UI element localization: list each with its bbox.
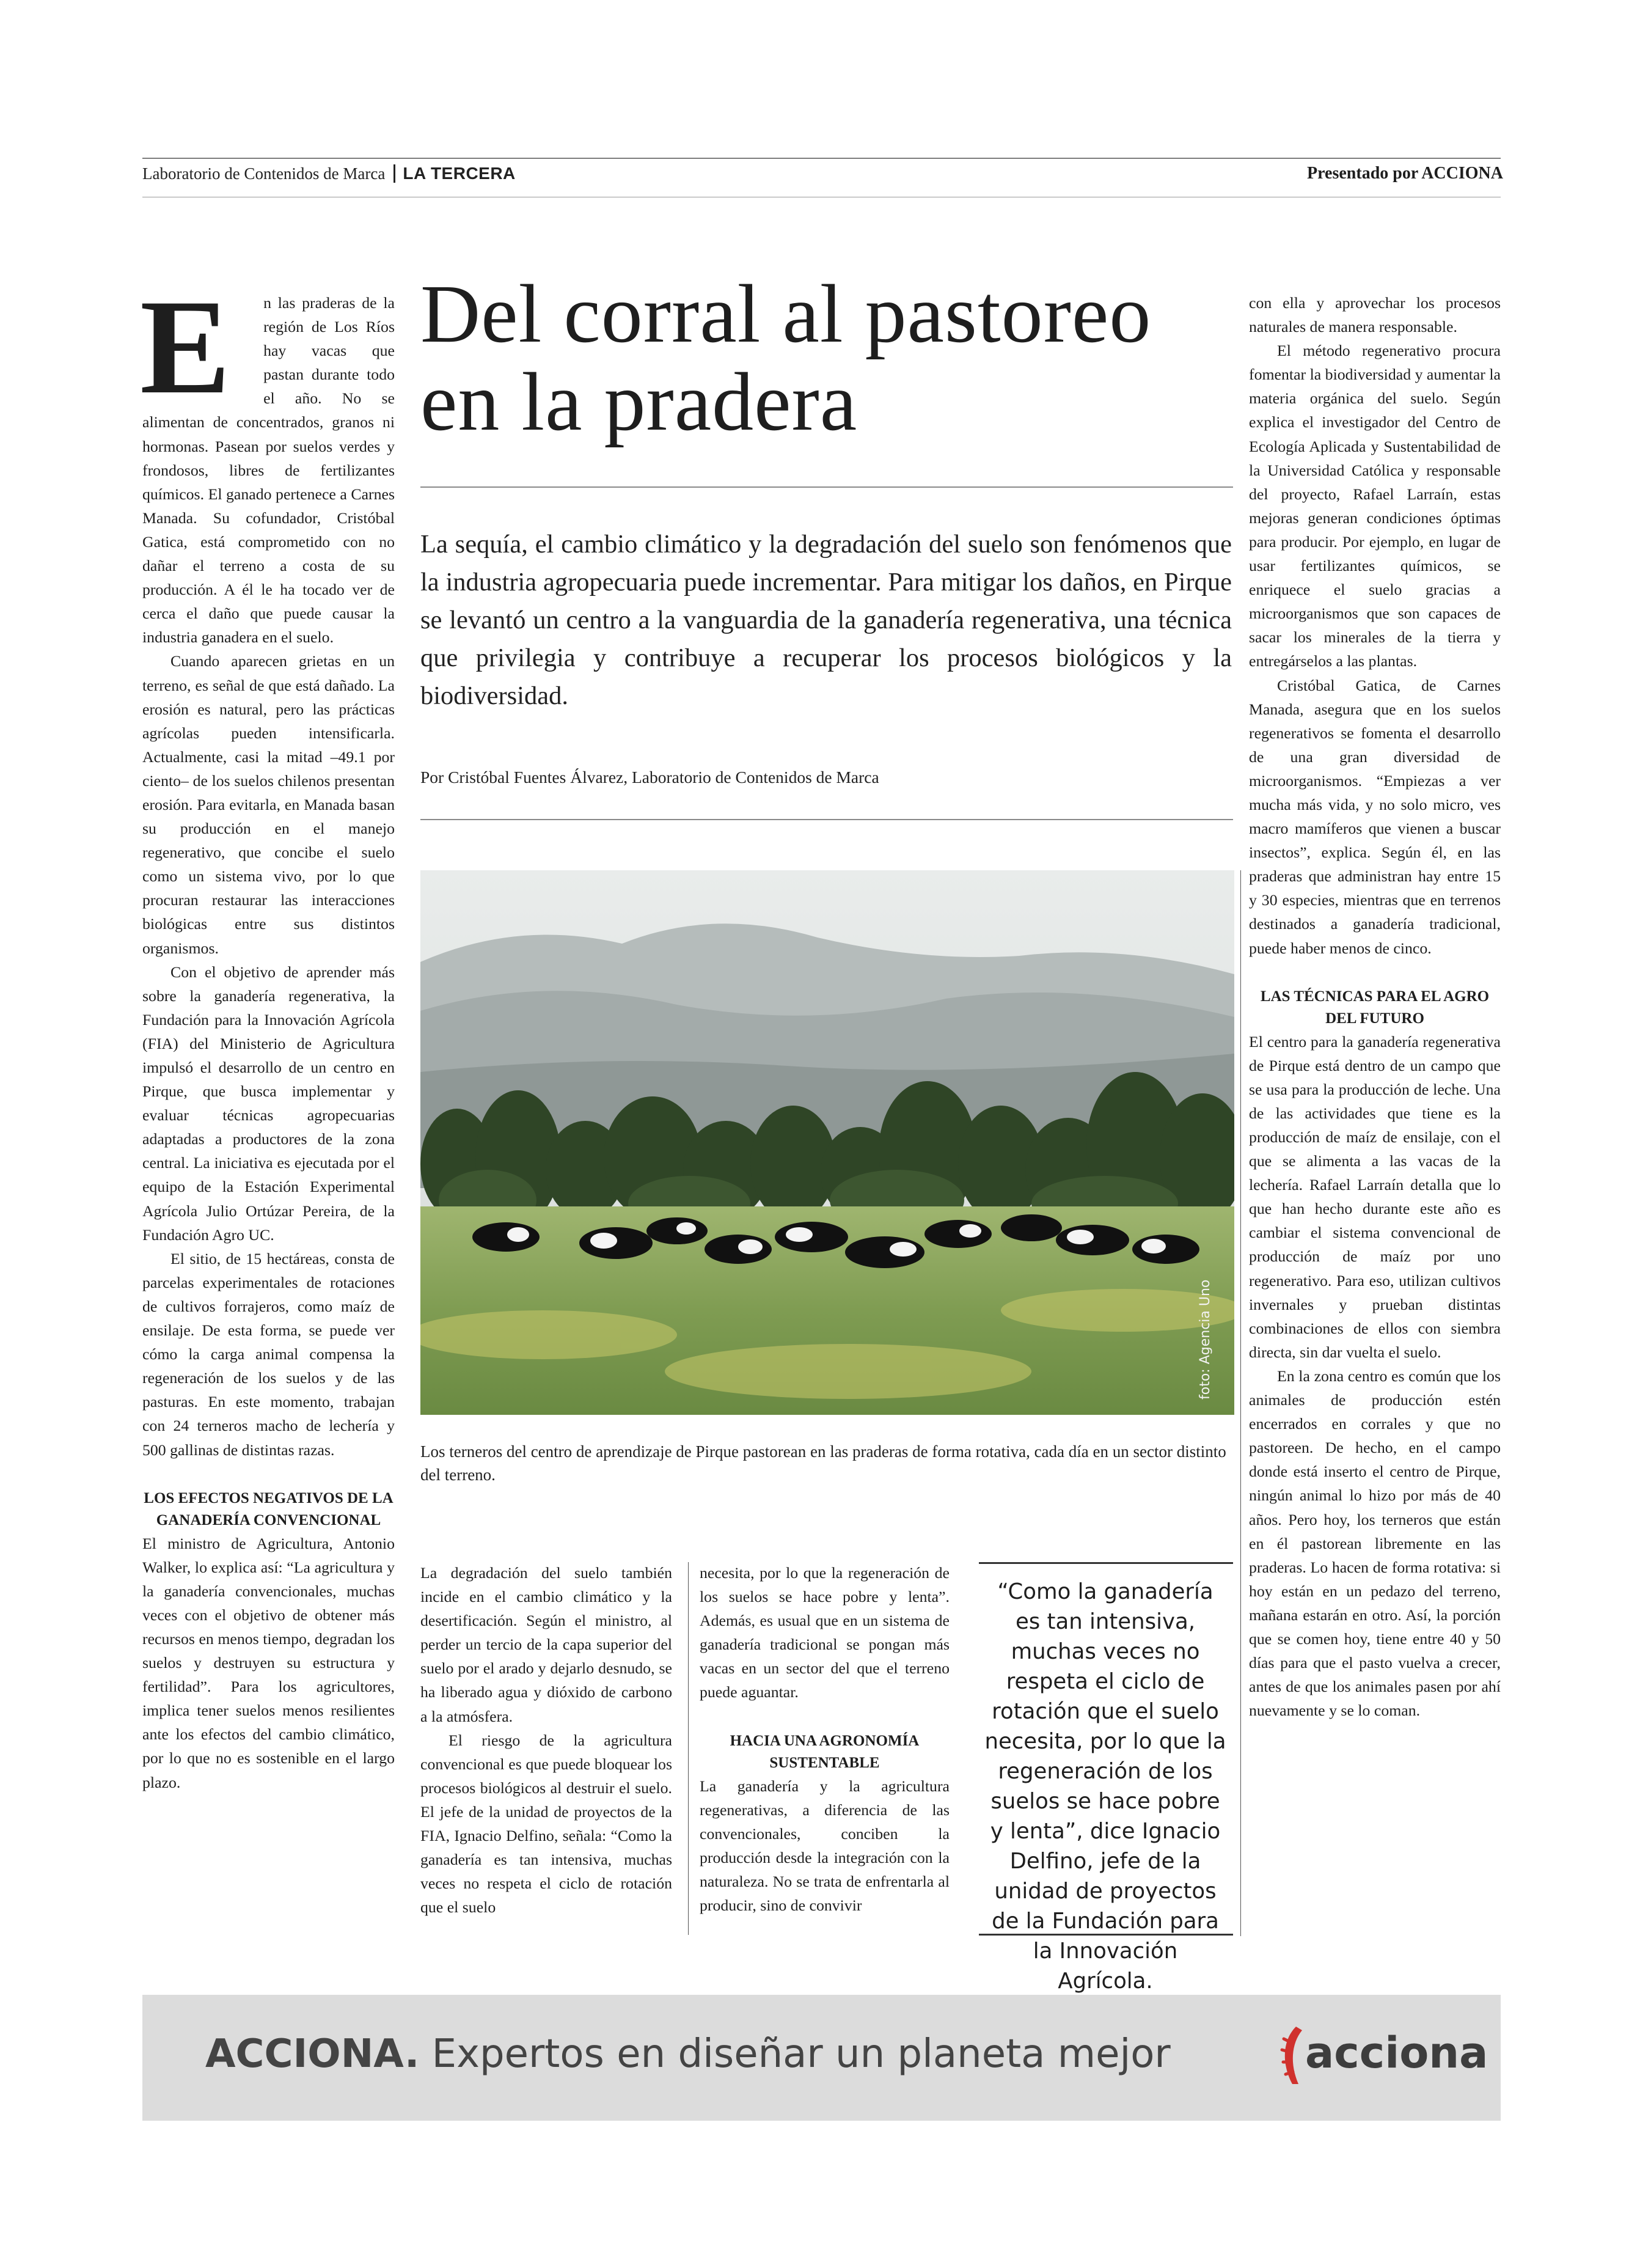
article-column-3: [700, 1561, 950, 1917]
photo-caption: Los terneros del centro de aprendizaje de Pirque pastorean en las praderas de forma rotativa, cada día en un sector distinto del terreno.: [420, 1442, 1226, 1484]
header-lab-label: Laboratorio de Contenidos de Marca: [142, 164, 386, 183]
column-rule: [688, 1562, 689, 1935]
newspaper-name: LA TERCERA: [403, 164, 516, 183]
article-column-4: [1249, 291, 1501, 1722]
paragraph: El riesgo de la agricultura convencional es que puede bloquear los procesos biológicos al destruir el suelo. El jefe de la unidad de proyectos de la FIA, Ignacio Delfino, señala: “Como la ganadería es tan intensiva, muchas veces no respeta el ciclo de rotación que el suelo: [420, 1731, 672, 1917]
section-heading: HACIA UNA AGRONOMÍA SUSTENTABLE: [730, 1732, 920, 1771]
article-headline: [420, 270, 1264, 446]
paragraph: con ella y aprovechar los procesos naturales de manera responsable.: [1249, 294, 1501, 336]
paragraph: necesita, por lo que la regeneración de los suelos se hace pobre y lenta”. Además, es usual que en un sistema de ganadería tradicional se pongan más vacas en un sector del que el terreno puede aguantar.: [700, 1564, 950, 1701]
quote-top-rule: [979, 1562, 1233, 1564]
banner-tagline: Expertos en diseñar un planeta mejor: [419, 2031, 1171, 2077]
byline-rule: [420, 819, 1233, 820]
header-section-label: [142, 164, 516, 183]
headline-line-1: Del corral al pastoreo: [420, 268, 1152, 360]
article-column-2: [420, 1561, 672, 1919]
paragraph: La ganadería y la agricultura regenerativas, a diferencia de las convencionales, conciben la producción desde la integración con la naturaleza. No se trata de enfrentarla al producir, sino de convivir: [700, 1777, 950, 1915]
cows-pasture-photo: [420, 870, 1234, 1415]
header-top-rule: [142, 158, 1501, 159]
right-column-rule: [1240, 870, 1241, 1936]
section-heading: LAS TÉCNICAS PARA EL AGRO DEL FUTURO: [1260, 988, 1490, 1027]
acciona-ad-banner[interactable]: [142, 1995, 1501, 2121]
paragraph: Cuando aparecen grietas en un terreno, es señal de que está dañado. La erosión es natural, pero las prácticas agrícolas pueden intensificarla. Actualmente, casi la mitad –49.1 por ciento– de los suelos chilenos presentan erosión. Para evitarla, en Manada basan su producción en el manejo regenerativo, que concibe el suelo como un sistema vivo, por lo que procuran restaurar las interacciones biológicas entre sus distintos organismos.: [142, 652, 395, 957]
paragraph: En la zona centro es común que los animales de producción estén encerrados en corrales y que no pastoreen. De hecho, en el campo donde está inserto el centro de Pirque, ningún animal lo hizo por más de 40 años. Pero hoy, los terneros que están en él pastorean libremente en las praderas. Lo hacen de forma rotativa: si hoy están en un pedazo del terreno, mañana estarán en otro. Así, la porción que se comen hoy, tiene entre 40 y 50 días para que el pasto vuelva a crecer, antes de que los animales pasen por ahí nuevamente y se lo coman.: [1249, 1367, 1501, 1720]
banner-slogan: [205, 2031, 1171, 2077]
drop-cap: E: [140, 272, 231, 422]
photo-credit: foto: Agencia Uno: [1198, 1279, 1213, 1400]
paragraph: La degradación del suelo también incide en el cambio climático y la desertificación. Según el ministro, al perder un tercio de la capa superior del suelo por el arado y dejarlo desnudo, se ha liberado agua y dióxido de carbono a la atmósfera.: [420, 1564, 672, 1725]
article-byline: Por Cristóbal Fuentes Álvarez, Laboratorio de Contenidos de Marca: [420, 768, 879, 787]
article-column-1: [140, 272, 395, 1794]
paragraph: El método regenerativo procura fomentar la biodiversidad y aumentar la materia orgánica del suelo. Según explica el investigador del Centro de Ecología Aplicada y Sustentabilidad de la Universidad Católica y responsable del proyecto, Rafael Larraín, estas mejoras generan condiciones óptimas para producir. Por ejemplo, en lugar de usar fertilizantes químicos, se enriquece el suelo gracias a microorganismos que son capaces de sacar los minerales de la tierra y entregárselos a las plantas.: [1249, 342, 1501, 670]
paragraph: Con el objetivo de aprender más sobre la ganadería regenerativa, la Fundación para la Innovación Agrícola (FIA) del Ministerio de Agricultura impulsó el desarrollo de un centro en Pirque, que busca implementar y evaluar técnicas agropecuarias adaptadas a productores de la zona central. La iniciativa es ejecutada por el equipo de la Estación Experimental Agrícola Julio Ortúzar Pereira, de la Fundación Agro UC.: [142, 963, 395, 1244]
paragraph: El sitio, de 15 hectáreas, consta de parcelas experimentales de rotaciones de cultivos forrajeros, como maíz de ensilaje. De esta forma, se puede ver cómo la carga animal compensa la regeneración de los suelos y de las pasturas. En este momento, trabajan con 24 terneros macho de lechería y 500 gallinas de distintas razas.: [142, 1249, 395, 1459]
section-heading: LOS EFECTOS NEGATIVOS DE LA GANADERÍA CONVENCIONAL: [144, 1489, 394, 1529]
quote-bottom-rule: [979, 1934, 1233, 1936]
header-sponsor-label: Presentado por ACCIONA: [1307, 164, 1503, 183]
headline-rule: [420, 486, 1233, 488]
acciona-logo-wordmark: acciona: [1305, 2028, 1488, 2078]
article-lead: La sequía, el cambio climático y la degradación del suelo son fenómenos que la industria agropecuaria puede incrementar. Para mitigar los daños, en Pirque se levantó un centro a la vanguardia de la ganadería regenerativa, una técnica que privilegia y contribuye a recuperar los procesos biológicos y la biodiversidad.: [420, 530, 1232, 710]
paragraph: Cristóbal Gatica, de Carnes Manada, asegura que en los suelos regenerativos se fomenta el desarrollo de una gran diversidad de microorganismos. “Empiezas a ver mucha más vida, y no solo micro, ves macro mamíferos que vienen a buscar insectos”, explica. Según él, en las praderas que administran hay entre 15 y 30 especies, mientras que en terrenos destinados a ganadería tradicional, puede haber menos de cinco.: [1249, 676, 1501, 957]
paragraph: n las praderas de la región de Los Ríos hay vacas que pastan durante todo el año. No se alimentan de concentrados, granos ni hormonas. Pasean por suelos verdes y frondosos, libres de fertilizantes químicos. El ganado pertenece a Carnes Manada. Su cofundador, Cristóbal Gatica, está comprometido con no dañar el terreno a costa de su producción. A él le ha tocado ver de cerca el daño que puede causar la industria ganadera en el suelo.: [142, 294, 395, 647]
paragraph: El ministro de Agricultura, Antonio Walker, lo explica así: “La agricultura y la ganadería convencionales, muchas veces con el objetivo de obtener más recursos en menos tiempo, degradan los suelos y destruyen su estructura y fertilidad”. Para los agricultores, implica tener suelos menos resilientes ante los efectos del cambio climático, por lo que no es sostenible en el largo plazo.: [142, 1534, 395, 1791]
header-separator: [394, 164, 395, 183]
paragraph: El centro para la ganadería regenerativa de Pirque está dentro de un campo que se usa para la producción de leche. Una de las actividades que tiene es la producción de maíz de ensilaje, con el que se alimenta a las vacas de la lechería. Rafael Larraín detalla que lo que han hecho durante este año es cambiar el sistema convencional de producción de maíz por uno regenerativo. Para eso, utilizan cultivos invernales y prueban distintas combinaciones de ellos con siembra directa, sin dar vuelta el suelo.: [1249, 1032, 1501, 1361]
banner-brand: ACCIONA.: [205, 2031, 420, 2077]
headline-line-2: en la pradera: [420, 356, 858, 448]
pull-quote: “Como la ganadería es tan intensiva, muchas veces no respeta el ciclo de rotación que el suelo necesita, por lo que la regeneración de los suelos se hace pobre y lenta”, dice Ignacio Delfino, jefe de la unidad de proyectos de la Fundación para la Innovación Agrícola.: [984, 1579, 1226, 1994]
